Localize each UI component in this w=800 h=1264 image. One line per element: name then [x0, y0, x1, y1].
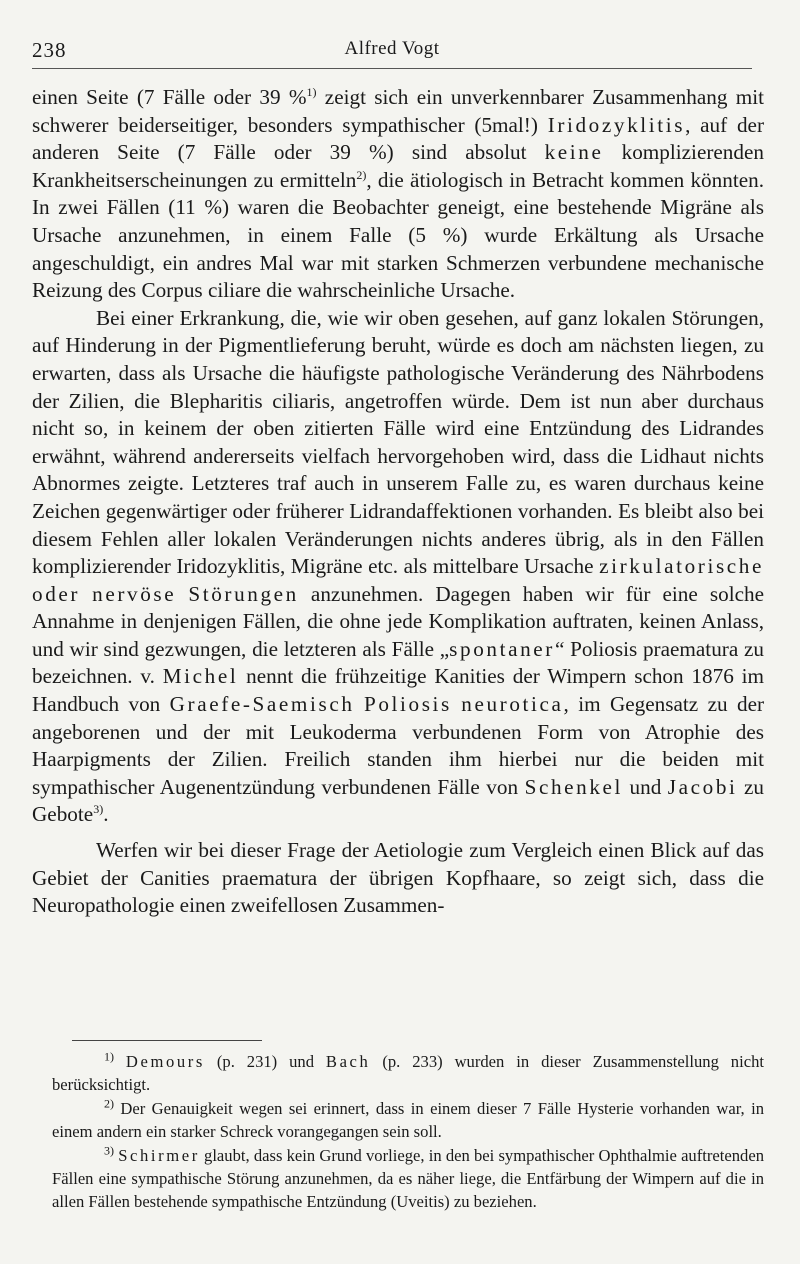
text-run: anzunehmen. Dagegen haben wir für eine solche Annahme in denjenigen Fällen, die ohne jede Komplikation auftraten, keinen Anlass, und wir sind gezwungen, die letzteren als Fälle „ — [32, 581, 765, 661]
spaced-emphasis: Poliosis — [363, 692, 452, 717]
text-run: glaubt, dass kein Grund vorliege, in den bei sympathischer Ophthalmie auftretenden Fällen eine sympathische Störung anzunehmen, da es näher liege, die Entfärbung der Wimpern auf die in allen Fällen bestehende sympathische Entzündung (Uveitis) zu beziehen. — [52, 1145, 764, 1212]
text-run: ) waren die Beobachter geneigt, eine bestehende Migräne als Ursache anzunehmen, in einem Falle (5 — [32, 195, 765, 247]
percent-sign: % — [369, 140, 387, 165]
footnote — [52, 1097, 764, 1144]
text-run: Bei einer Erkrankung, die, wie wir oben gesehen, auf ganz lokalen Störungen, auf Hinderung in der Pigmentlieferung beruht, würde es doch am nächsten liegen, zu erwarten, dass als Ursache die häufigste pathologische Veränderung des Nährbodens der Zilien, die Blepharitis ciliaris, angetroffen würde. Dem ist nun aber durchaus nicht so, in keinem der oben zitierten Fälle wird eine Entzündung des Lidrandes erwähnt, während andererseits vielfach hervorgehoben wird, dass die Lidhaut nichts Abnormes zeigte. Letzteres traf auch in unserem Falle zu, es waren durchaus keine Zeichen gegenwärtiger oder früherer Lidrandaffektionen vorhanden. Es bleibt also bei diesem Fehlen aller lokalen Veränderungen nichts anderes übrig, als in den Fällen komplizierender Iridozyklitis, Migräne etc. als mittelbare Ursache — [32, 305, 764, 579]
footnote-marker: 1) — [104, 1049, 114, 1064]
text-run: und — [623, 774, 668, 799]
paragraph — [32, 837, 764, 920]
text-run: “ Poliosis praematura zu bezeichnen. v. — [32, 636, 764, 689]
paragraph — [32, 84, 764, 305]
percent-sign: % — [442, 222, 461, 247]
text-run — [176, 582, 188, 606]
spaced-emphasis: Graefe-Saemisch — [169, 692, 355, 717]
spaced-emphasis: Iridozyklitis — [547, 112, 686, 137]
footnote-marker: 2) — [356, 167, 367, 182]
text-run: (p. 231) und — [204, 1052, 326, 1071]
spaced-emphasis: Jacobi — [667, 774, 738, 799]
running-head: Alfred Vogt — [344, 38, 440, 59]
text-run: ) wurde Erkältung als Ursache angeschuldigt, ein andres Mal war mit starken Schmerzen verbundene mechanische Reizung des Corpus ciliare die wahrscheinliche Ursache. — [32, 222, 764, 303]
spaced-emphasis: spontaner — [449, 636, 555, 661]
spaced-emphasis: keine — [544, 140, 604, 165]
footnote-rule — [72, 1040, 262, 1041]
text-run: , auf der anderen Seite (7 Fälle oder 39 — [32, 112, 764, 165]
spaced-emphasis: Störungen — [188, 581, 299, 606]
spaced-emphasis: Schirmer — [118, 1145, 200, 1165]
text-run: , im Gegensatz zu der angeborenen und der mit Leukoderma verbundenen Form von Atrophie des Haarpigments der Zilien. Freilich standen ihm hierbei nur die beiden mit sympathischer Augenentzündung verbundenen Fälle von — [32, 692, 765, 799]
footnote-marker: 3) — [93, 802, 104, 817]
text-run: zu Gebote — [32, 774, 765, 827]
percent-sign: % — [204, 195, 222, 220]
text-run: Der Genauigkeit wegen sei erinnert, dass in einem dieser 7 Fälle Hysterie vorhanden war, in einem andern ein starker Schreck vorangegangen sein soll. — [52, 1098, 764, 1142]
text-run — [355, 692, 364, 716]
spaced-emphasis: nervöse — [92, 581, 177, 606]
footnote — [52, 1050, 764, 1097]
spaced-emphasis: Schenkel — [524, 774, 624, 799]
page-header — [32, 34, 752, 69]
spaced-emphasis: zirkulatorische — [599, 554, 764, 579]
footnotes — [52, 1050, 764, 1214]
footnote-marker: 2) — [104, 1096, 114, 1111]
text-run: . — [103, 802, 109, 827]
text-run: komplizierenden Krankheitserscheinungen zu ermitteln — [32, 140, 764, 192]
spaced-emphasis: Demours — [125, 1052, 205, 1071]
text-run: ) sind absolut — [386, 140, 545, 165]
text-run: Werfen wir bei dieser Frage der Aetiologie zum Vergleich einen Blick auf das Gebiet der Canities praematura der übrigen Kopfhaare, so zeigt sich, dass die Neuropathologie einen zweifellosen Zusammen- — [32, 838, 764, 918]
spaced-emphasis: Bach — [325, 1052, 371, 1071]
text-run — [114, 1052, 126, 1071]
text-run: nennt die frühzeitige Kanities der Wimpern schon 1876 im Handbuch von — [32, 664, 764, 717]
main-text — [32, 84, 764, 920]
spaced-emphasis: oder — [32, 581, 81, 606]
text-run: zeigt sich ein unverkennbarer Zusammenhang mit schwerer beiderseitiger, besonders sympathischer (5mal!) — [32, 85, 764, 137]
footnote-marker: 3) — [104, 1143, 114, 1158]
text-run: (p. 233) wurden in dieser Zusammenstellung nicht berücksichtigt. — [52, 1052, 764, 1095]
text-run — [80, 582, 92, 606]
spaced-emphasis: Michel — [162, 664, 239, 689]
paragraph — [32, 305, 764, 829]
percent-sign: % — [288, 85, 307, 109]
spaced-emphasis: neurotica — [461, 692, 564, 717]
text-run: einen Seite (7 Fälle oder 39 — [32, 85, 289, 109]
text-run — [452, 692, 461, 716]
footnote — [52, 1144, 764, 1214]
text-run: , die ätiologisch in Betracht kommen könnten. In zwei Fällen (11 — [32, 167, 765, 220]
footnote-marker: 1) — [306, 84, 317, 99]
page-number: 238 — [32, 38, 67, 62]
